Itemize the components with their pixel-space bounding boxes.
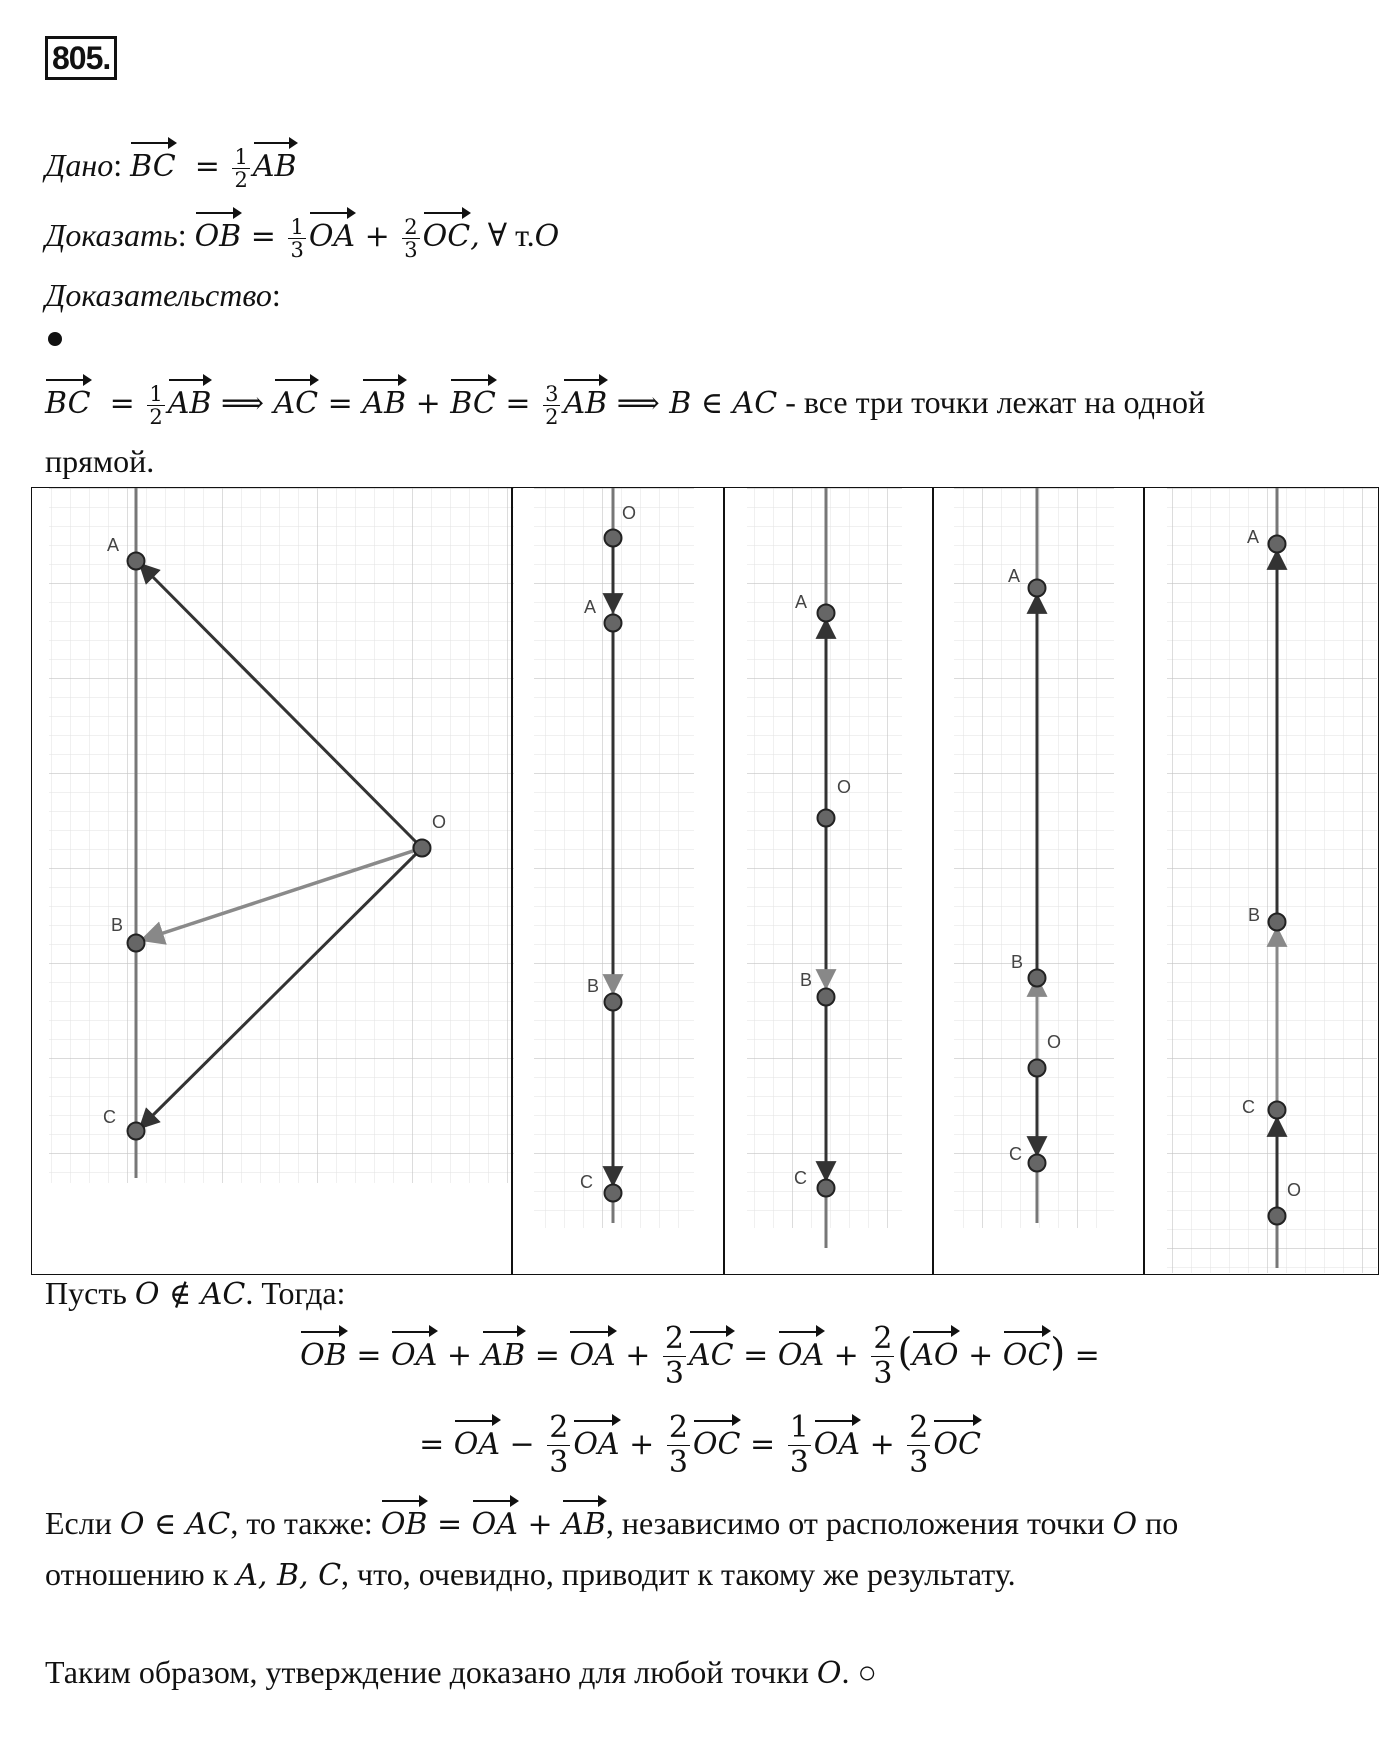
p4-label-a: A bbox=[1008, 566, 1021, 586]
figure-svg bbox=[32, 488, 1377, 1273]
p1-label-b: B bbox=[111, 915, 124, 935]
collinear-line-2: прямой. bbox=[45, 443, 155, 479]
panel-separator bbox=[1143, 488, 1145, 1274]
problem-number: 805. bbox=[45, 36, 117, 80]
p1-label-a: A bbox=[107, 535, 120, 555]
panel-3 bbox=[747, 488, 902, 1248]
given-line: Дано: BC = $\frac{1}{2}$ AB bbox=[45, 144, 297, 192]
panel-1 bbox=[49, 488, 514, 1183]
p3-label-c: C bbox=[794, 1168, 807, 1188]
prove-line: Доказать: OB = $\frac{1}{3}$ OA + $\frac{2}{3}$ OC, ∀ т.O bbox=[45, 214, 560, 262]
case-collinear-1: Если O ∈ AC, то также: OB = OA + AB, независимо от расположения точки O по bbox=[45, 1503, 1178, 1545]
conclusion: Таким образом, утверждение доказано для любой точки O. ○ bbox=[45, 1654, 877, 1691]
panel-separator bbox=[932, 488, 934, 1274]
p5-label-o: O bbox=[1287, 1180, 1302, 1200]
p4-label-c: C bbox=[1009, 1144, 1022, 1164]
equation-1: OB = OA + AB = OA + $\frac{2}{3}$ AC = OA + $\frac{2}{3}$ (AO + OC) = bbox=[300, 1321, 1100, 1391]
p3-label-o: O bbox=[837, 777, 852, 797]
p2-label-b: B bbox=[587, 976, 600, 996]
given-label: Дано bbox=[45, 147, 114, 183]
panel-2 bbox=[534, 488, 694, 1228]
panel-separator bbox=[511, 488, 513, 1274]
equation-2: = OA − $\frac{2}{3}$ OA + $\frac{2}{3}$ OC = $\frac{1}{3}$ OA + $\frac{2}{3}$ OC bbox=[419, 1410, 981, 1480]
p1-label-o: O bbox=[432, 812, 447, 832]
p5-label-b: B bbox=[1248, 905, 1261, 925]
p1-label-c: C bbox=[103, 1107, 116, 1127]
panel-4 bbox=[954, 488, 1114, 1228]
p3-label-a: A bbox=[795, 592, 808, 612]
case-not-collinear: Пусть O ∉ AC. Тогда: bbox=[45, 1275, 346, 1312]
figure-panels bbox=[31, 487, 1379, 1275]
p2-label-o: O bbox=[622, 503, 637, 523]
p2-label-c: C bbox=[580, 1172, 593, 1192]
collinear-line: BC = $\frac{1}{2}$ AB ⟹ AC = AB + BC = $\frac{3}{2}$ AB ⟹ B ∈ AC - все три точки лежат на одной bbox=[45, 381, 1206, 429]
p5-label-a: A bbox=[1247, 527, 1260, 547]
prove-tail: ∀ т. bbox=[487, 217, 535, 253]
p2-label-a: A bbox=[584, 597, 597, 617]
p4-label-o: O bbox=[1047, 1032, 1062, 1052]
case-collinear-2: отношению к A, B, C, что, очевидно, приводит к такому же результату. bbox=[45, 1556, 1016, 1593]
proof-label: Доказательство bbox=[45, 277, 272, 313]
p5-label-c: C bbox=[1242, 1097, 1255, 1117]
prove-label: Доказать bbox=[45, 217, 178, 253]
bullet bbox=[48, 332, 62, 346]
p3-label-b: B bbox=[800, 970, 813, 990]
collinear-text: - все три точки лежат на одной bbox=[777, 384, 1206, 420]
p4-label-b: B bbox=[1011, 952, 1024, 972]
panel-separator bbox=[723, 488, 725, 1274]
panel-5 bbox=[1167, 488, 1377, 1273]
proof-line: Доказательство: bbox=[45, 277, 281, 313]
